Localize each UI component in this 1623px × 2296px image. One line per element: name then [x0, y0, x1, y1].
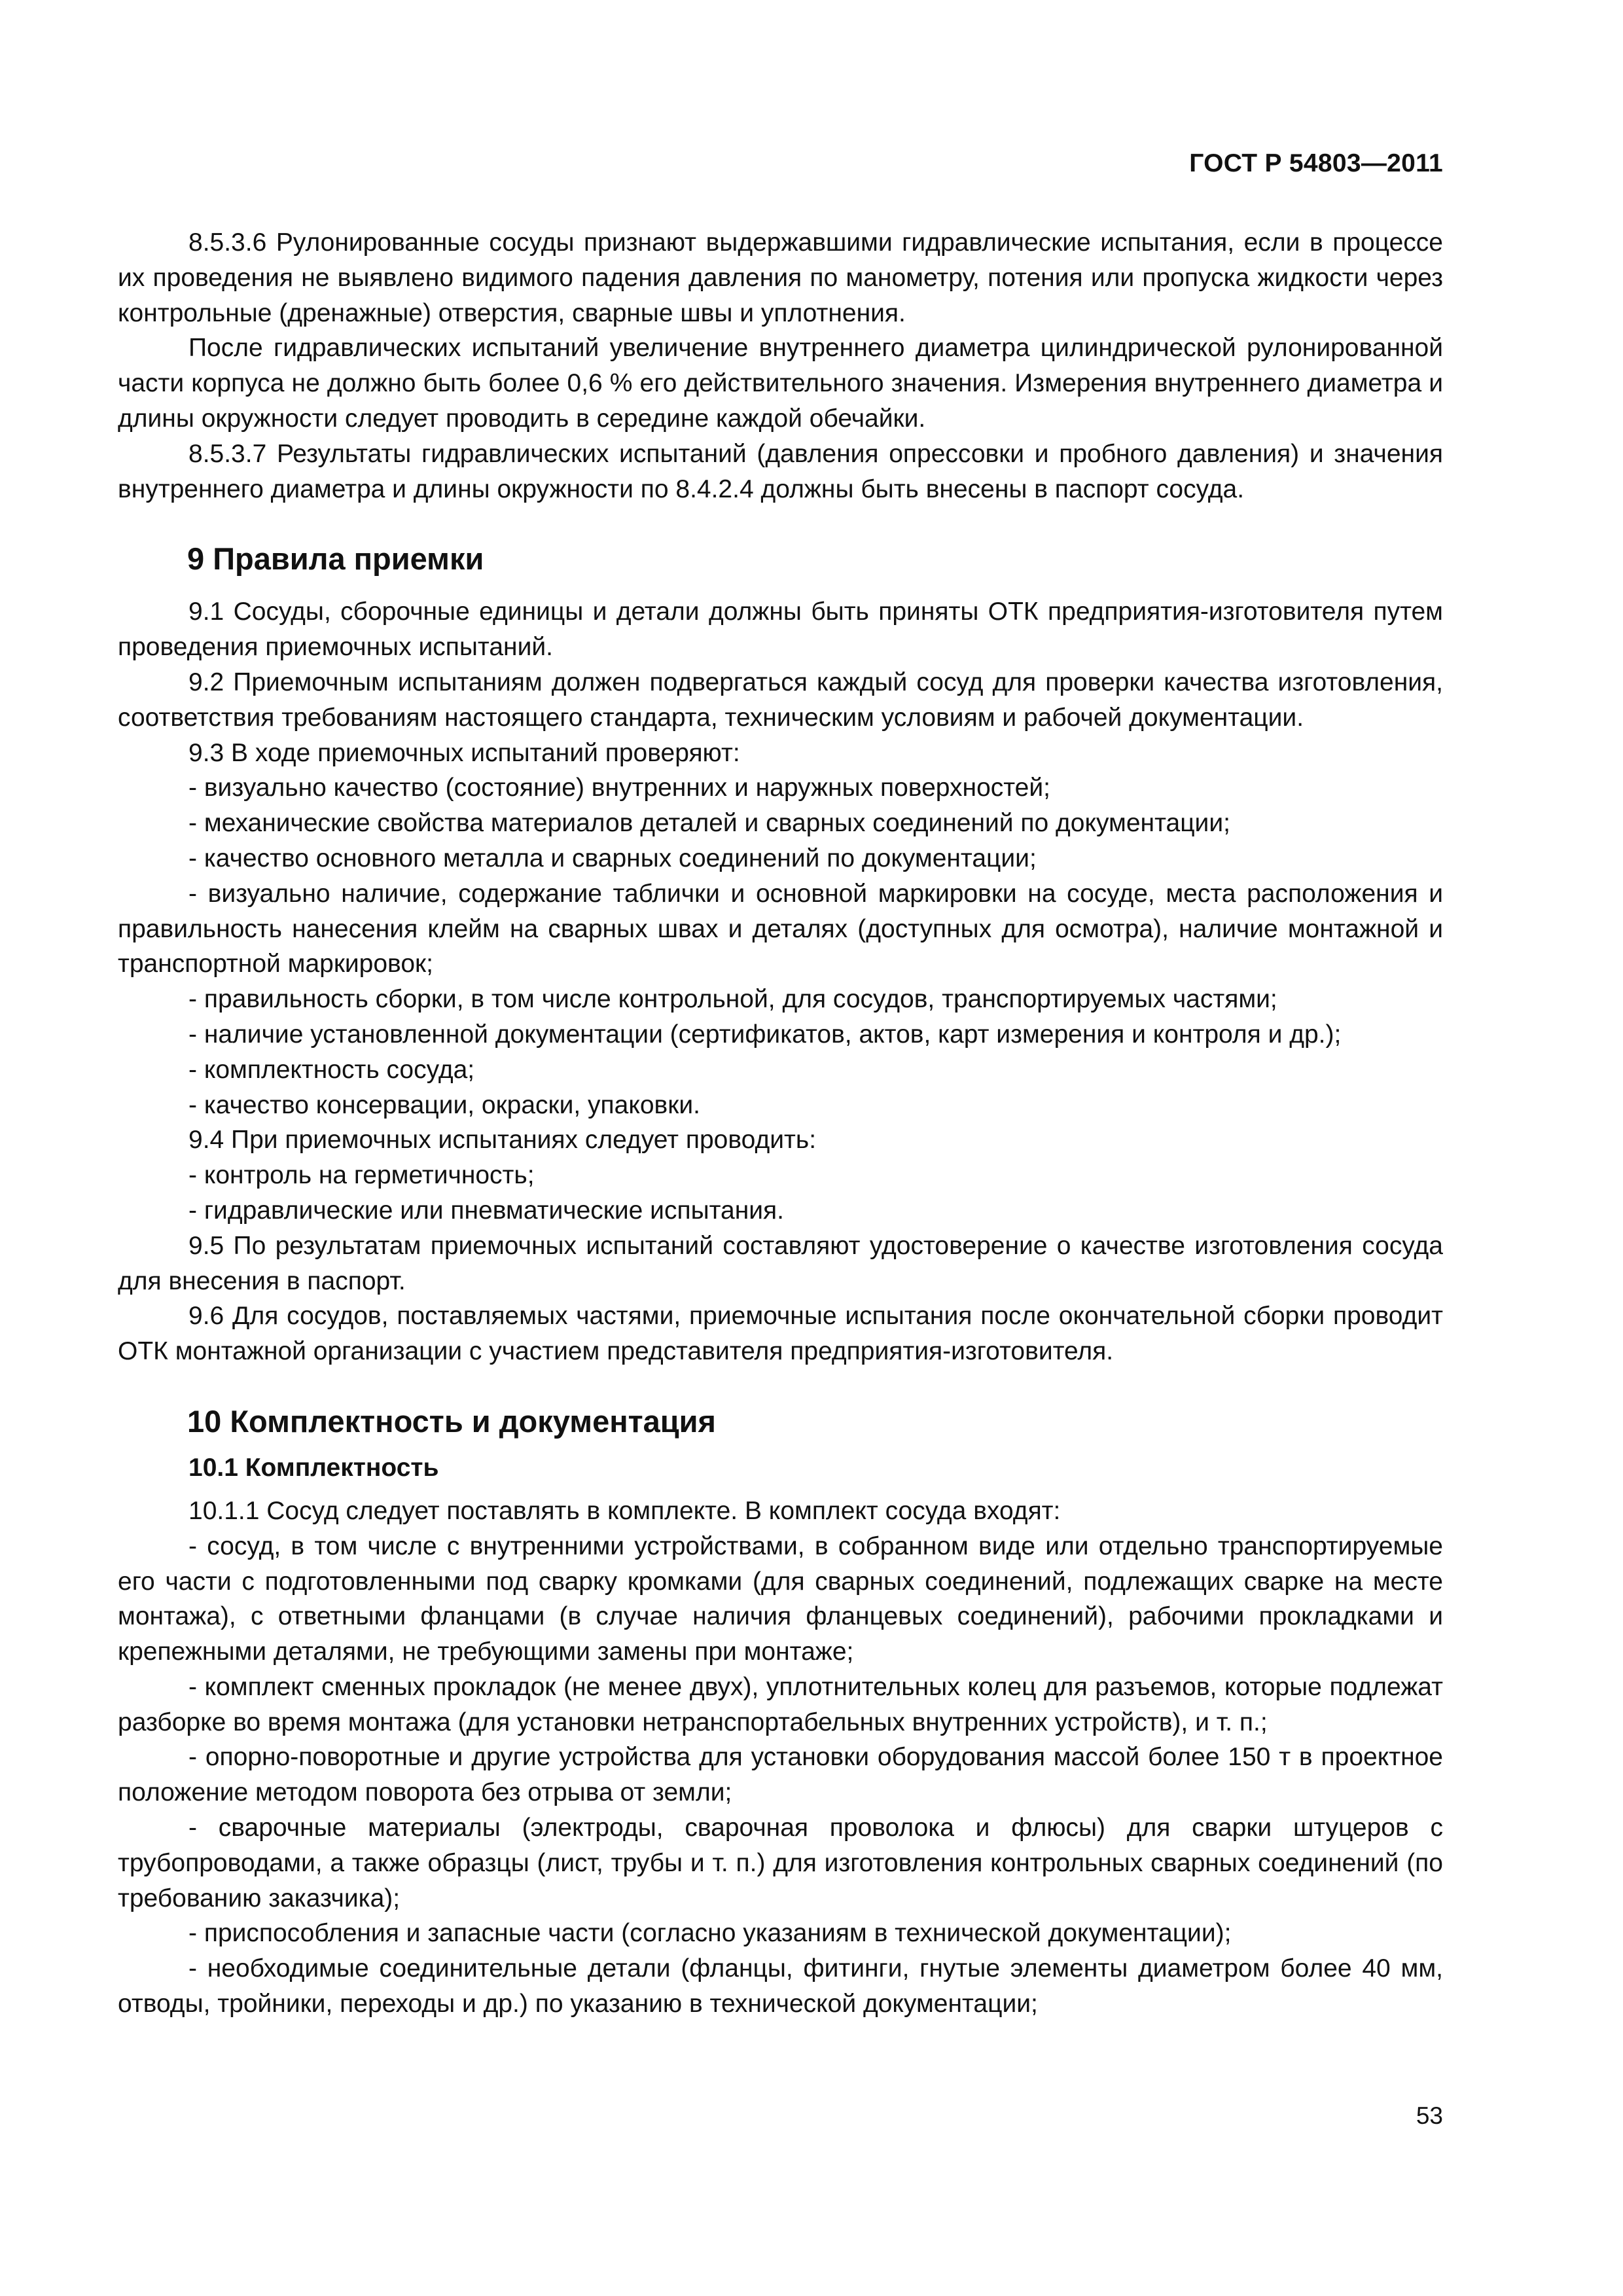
list-item: - качество консервации, окраски, упаковки.: [188, 1090, 700, 1119]
list-item: - сварочные материалы (электроды, сварочная проволока и флюсы) для сварки штуцеров с трубопроводами, а также образцы (лист, трубы и т. п.) для изготовления контрольных сварных соединений (по требованию заказчика);: [118, 1814, 1443, 1912]
document-header: ГОСТ Р 54803—2011: [1189, 149, 1443, 177]
paragraph: 8.5.3.7 Результаты гидравлических испытаний (давления опрессовки и пробного давления) и значения внутреннего диаметра и длины окружности по 8.4.2.4 должны быть внесены в паспорт сосуда.: [118, 439, 1443, 503]
list-item: - необходимые соединительные детали (фланцы, фитинги, гнутые элементы диаметром более 40 мм, отводы, тройники, переходы и др.) по указанию в технической документации;: [118, 1954, 1443, 2018]
document-page: [118, 0, 1443, 2296]
list-item: - механические свойства материалов деталей и сварных соединений по документации;: [188, 809, 1230, 838]
paragraph: 9.4 При приемочных испытаниях следует проводить:: [188, 1126, 817, 1155]
list-item: - сосуд, в том числе с внутренними устройствами, в собранном виде или отдельно транспортируемые его части с подготовленными под сварку кромками (для сварных соединений, подлежащих сварке на месте монтажа), с ответными фланцами (в случае наличия фланцевых соединений), рабочими прокладками и крепежными деталями, не требующими замены при монтаже;: [118, 1532, 1443, 1666]
list-item: - комплектность сосуда;: [188, 1055, 475, 1084]
paragraph: 8.5.3.6 Рулонированные сосуды признают выдержавшими гидравлические испытания, если в процессе их проведения не выявлено видимого падения давления по манометру, потения или пропуска жидкости через контрольные (дренажные) отверстия, сварные швы и уплотнения.: [118, 228, 1443, 327]
section-9-heading: 9 Правила приемки: [187, 541, 484, 577]
list-item: - комплект сменных прокладок (не менее двух), уплотнительных колец для разъемов, которые подлежат разборке во время монтажа (для установки нетранспортабельных внутренних устройств), и т. п.;: [118, 1672, 1443, 1736]
paragraph: 10.1.1 Сосуд следует поставлять в комплекте. В комплект сосуда входят:: [188, 1496, 1061, 1525]
subsection-10-1-heading: 10.1 Комплектность: [188, 1453, 439, 1482]
paragraph: 9.3 В ходе приемочных испытаний проверяют:: [188, 738, 740, 767]
list-item: - опорно-поворотные и другие устройства для установки оборудования массой более 150 т в проектное положение методом поворота без отрыва от земли;: [118, 1743, 1443, 1807]
paragraph: 9.5 По результатам приемочных испытаний составляют удостоверение о качестве изготовления сосуда для внесения в паспорт.: [118, 1231, 1443, 1295]
document-body: [118, 225, 1443, 2022]
section-10-heading: 10 Комплектность и документация: [187, 1403, 716, 1439]
list-item: - качество основного металла и сварных соединений по документации;: [188, 844, 1037, 872]
paragraph: 9.1 Сосуды, сборочные единицы и детали должны быть приняты ОТК предприятия-изготовителя путем проведения приемочных испытаний.: [118, 598, 1443, 662]
paragraph: После гидравлических испытаний увеличение внутреннего диаметра цилиндрической рулонированной части корпуса не должно быть более 0,6 % его действительного значения. Измерения внутреннего диаметра и длины окружности следует проводить в середине каждой обечайки.: [118, 334, 1443, 433]
list-item: - контроль на герметичность;: [188, 1161, 535, 1190]
list-item: - визуально качество (состояние) внутренних и наружных поверхностей;: [188, 774, 1050, 802]
list-item: - гидравлические или пневматические испытания.: [188, 1196, 785, 1225]
paragraph: 9.6 Для сосудов, поставляемых частями, приемочные испытания после окончательной сборки проводит ОТК монтажной организации с участием представителя предприятия-изготовителя.: [118, 1302, 1443, 1366]
page-number: 53: [1416, 2102, 1443, 2129]
list-item: - правильность сборки, в том числе контрольной, для сосудов, транспортируемых частями;: [188, 985, 1277, 1014]
list-item: - визуально наличие, содержание таблички и основной маркировки на сосуде, места расположения и правильность нанесения клейм на сварных швах и деталях (доступных для осмотра), наличие монтажной и транспортной маркировок;: [118, 879, 1443, 978]
list-item: - наличие установленной документации (сертификатов, актов, карт измерения и контроля и др.);: [188, 1020, 1342, 1049]
paragraph: 9.2 Приемочным испытаниям должен подвергаться каждый сосуд для проверки качества изготовления, соответствия требованиям настоящего стандарта, техническим условиям и рабочей документации.: [118, 668, 1443, 732]
list-item: - приспособления и запасные части (согласно указаниям в технической документации);: [188, 1919, 1232, 1948]
